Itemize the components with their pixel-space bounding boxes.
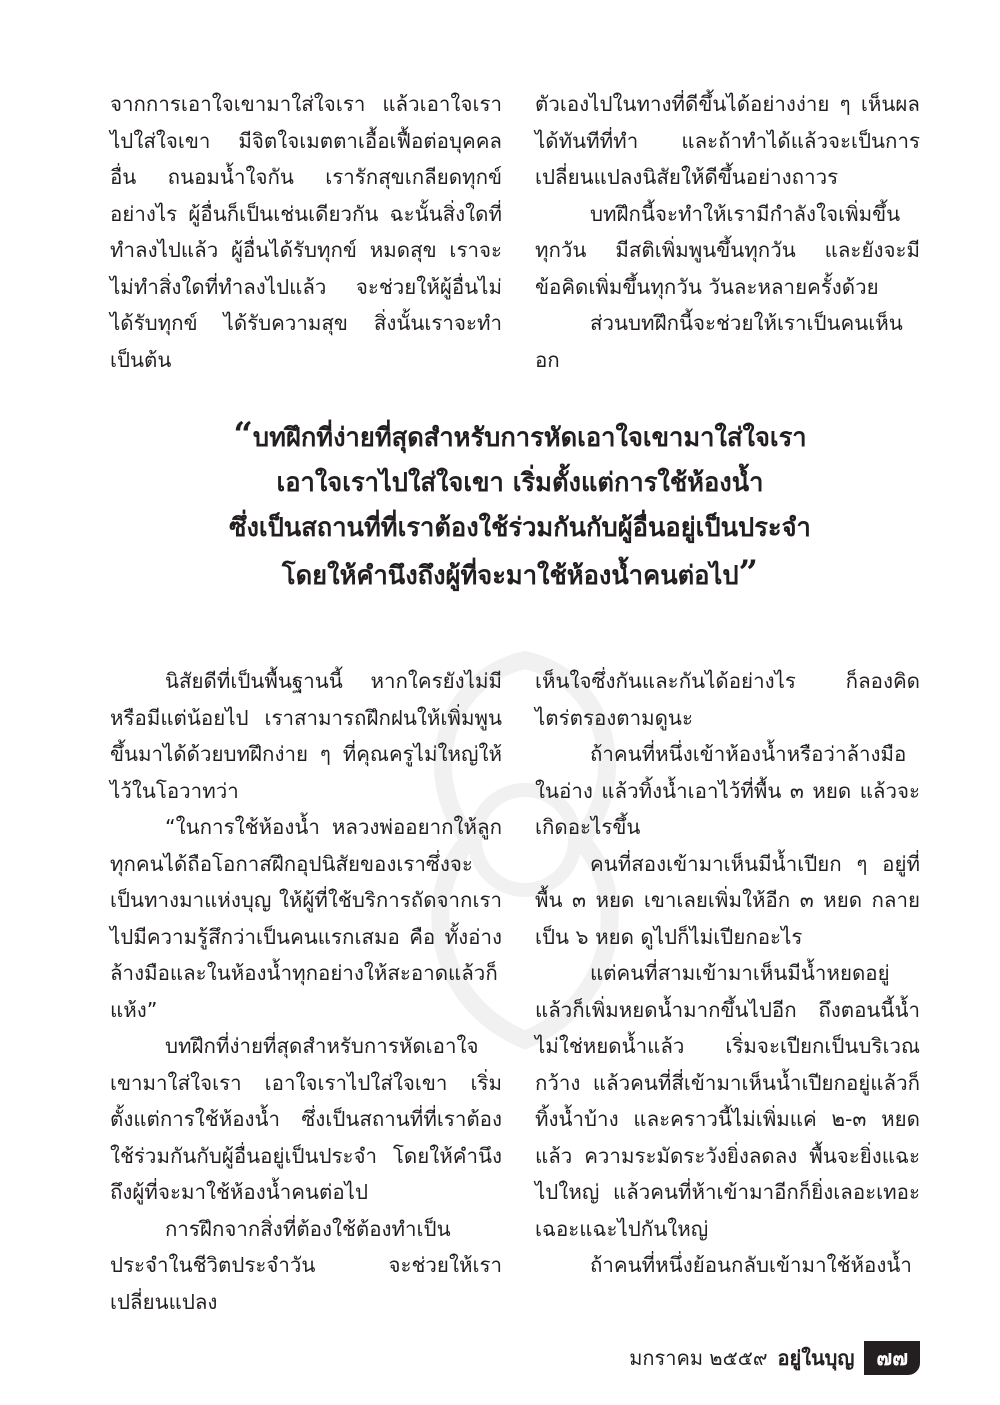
paragraph: ถ้าคนที่หนึ่งย้อนกลับเข้ามาใช้ห้องน้ำ bbox=[590, 1253, 912, 1277]
pull-quote-text: โดยให้คำนึงถึงผู้ที่จะมาใช้ห้องน้ำคนต่อไป bbox=[281, 561, 739, 591]
page-number: ๗๗ bbox=[864, 1341, 920, 1375]
paragraph: เห็นใจซึ่งกันและกันได้อย่างไร ก็ลองคิดไตร่ตรองตามดูนะ bbox=[535, 669, 920, 730]
paragraph: จากการเอาใจเขามาใส่ใจเรา แล้วเอาใจเราไปใส่ใจเขา มีจิตใจเมตตาเอื้อเฟื้อต่อบุคคลอื่น ถนอมน้ำใจกัน เรารักสุขเกลียดทุกข์อย่างไร ผู้อื่นก็เป็นเช่นเดียวกัน ฉะนั้นสิ่งใดที่ทำลงไปแล้ว ผู้อื่นได้รับทุกข์ หมดสุข เราจะไม่ทำสิ่งใดที่ทำลงไปแล้ว จะช่วยให้ผู้อื่นไม่ได้รับทุกข์ ได้รับความสุข สิ่งนั้นเราจะทำ เป็นต้น bbox=[110, 92, 502, 372]
paragraph: ตัวเองไปในทางที่ดีขึ้นได้อย่างง่าย ๆ เห็นผลได้ทันทีที่ทำ และถ้าทำได้แล้วจะเป็นการเปลี่ยนแปลงนิสัยให้ดีขึ้นอย่างถาวร bbox=[535, 92, 920, 189]
pull-quote-line-3: ซึ่งเป็นสถานที่ที่เราต้องใช้ร่วมกันกับผู้อื่นอยู่เป็นประจำ bbox=[229, 513, 811, 543]
pull-quote-line-1 bbox=[120, 413, 920, 461]
paragraph: ถ้าคนที่หนึ่งเข้าห้องน้ำหรือว่าล้างมือในอ่าง แล้วทิ้งน้ำเอาไว้ที่พื้น ๓ หยด แล้วจะเกิดอะไรขึ้น bbox=[535, 742, 920, 839]
pull-quote-line-4 bbox=[120, 551, 920, 599]
paragraph: นิสัยดีที่เป็นพื้นฐานนี้ หากใครยังไม่มีหรือมีแต่น้อยไป เราสามารถฝึกฝนให้เพิ่มพูนขึ้นมาได้ด้วยบทฝึกง่าย ๆ ที่คุณครูไม่ใหญ่ให้ไว้ในโอวาทว่า bbox=[110, 669, 502, 803]
magazine-name: อยู่ในบุญ bbox=[777, 1346, 855, 1370]
pull-quote bbox=[120, 413, 920, 599]
bottom-left-column bbox=[110, 663, 502, 1320]
paragraph: “ในการใช้ห้องน้ำ หลวงพ่ออยากให้ลูกทุกคนได้ถือโอกาสฝึกอุปนิสัยของเราซึ่งจะเป็นทางมาแห่งบุญ ให้ผู้ที่ใช้บริการถัดจากเราไปมีความรู้สึกว่าเป็นคนแรกเสมอ คือ ทั้งอ่างล้างมือและในห้องน้ำทุกอย่างให้สะอาดแล้วก็แห้ง” bbox=[110, 815, 502, 1022]
top-right-column bbox=[535, 86, 920, 378]
paragraph: แต่คนที่สามเข้ามาเห็นมีน้ำหยดอยู่แล้วก็เพิ่มหยดน้ำมากขึ้นไปอีก ถึงตอนนี้น้ำไม่ใช่หยดน้ำแล้ว เริ่มจะเปียกเป็นบริเวณกว้าง แล้วคนที่สี่เข้ามาเห็นน้ำเปียกอยู่แล้วก็ทิ้งน้ำบ้าง และคราวนี้ไม่เพิ่มแค่ ๒-๓ หยดแล้ว ความระมัดระวังยิ่งลดลง พื้นจะยิ่งแฉะไปใหญ่ แล้วคนที่ห้าเข้ามาอีกก็ยิ่งเลอะเทอะเฉอะแฉะไปกันใหญ่ bbox=[535, 961, 920, 1241]
pull-quote-text: บทฝึกที่ง่ายที่สุดสำหรับการหัดเอาใจเขามาใส่ใจเรา bbox=[252, 423, 807, 453]
paragraph: บทฝึกที่ง่ายที่สุดสำหรับการหัดเอาใจเขามาใส่ใจเรา เอาใจเราไปใส่ใจเขา เริ่มตั้งแต่การใช้ห้องน้ำ ซึ่งเป็นสถานที่ที่เราต้องใช้ร่วมกันกับผู้อื่นอยู่เป็นประจำ โดยให้คำนึงถึงผู้ที่จะมาใช้ห้องน้ำคนต่อไป bbox=[110, 1034, 502, 1204]
paragraph: การฝึกจากสิ่งที่ต้องใช้ต้องทำเป็นประจำในชีวิตประจำวัน จะช่วยให้เราเปลี่ยนแปลง bbox=[110, 1216, 502, 1314]
issue-date: มกราคม ๒๕๕๙ bbox=[629, 1346, 768, 1370]
paragraph: คนที่สองเข้ามาเห็นมีน้ำเปียก ๆ อยู่ที่พื้น ๓ หยด เขาเลยเพิ่มให้อีก ๓ หยด กลายเป็น ๖ หยด ดูไปก็ไม่เปียกอะไร bbox=[535, 851, 920, 949]
bottom-right-column bbox=[535, 663, 920, 1284]
close-quote-mark: ” bbox=[738, 553, 759, 593]
top-left-column bbox=[110, 86, 502, 378]
page-footer bbox=[629, 1340, 920, 1376]
paragraph: บทฝึกนี้จะทำให้เรามีกำลังใจเพิ่มขึ้นทุกวัน มีสติเพิ่มพูนขึ้นทุกวัน และยังจะมีข้อคิดเพิ่มขึ้นทุกวัน วันละหลายครั้งด้วย bbox=[535, 201, 920, 299]
pull-quote-line-2: เอาใจเราไปใส่ใจเขา เริ่มตั้งแต่การใช้ห้องน้ำ bbox=[276, 468, 764, 498]
paragraph: ส่วนบทฝึกนี้จะช่วยให้เราเป็นคนเห็นอก bbox=[535, 311, 903, 372]
open-quote-mark: “ bbox=[233, 415, 253, 455]
